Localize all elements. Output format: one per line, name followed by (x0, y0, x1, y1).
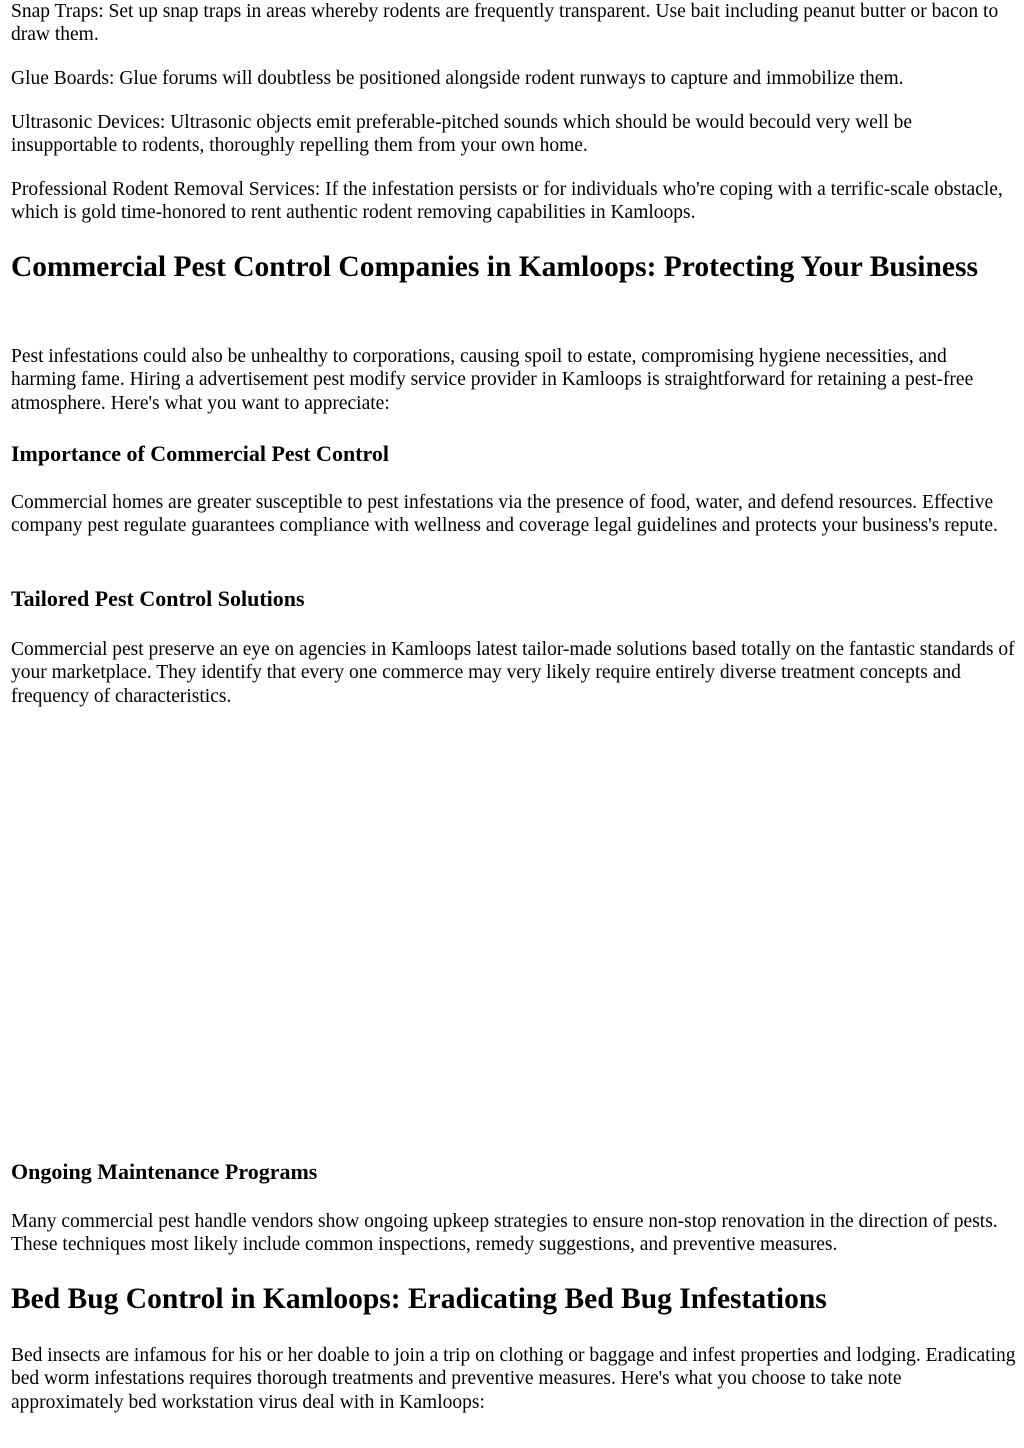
paragraph-ongoing-maintenance: Many commercial pest handle vendors show ongoing upkeep strategies to ensure non-stop renovation in the direction of pests. These techniques most likely include common inspections, remedy suggestions, and preventive measures. (11, 1211, 998, 1256)
paragraph-bed-bug-intro: Bed insects are infamous for his or her doable to join a trip on clothing or baggage and infest properties and lodging. Eradicating bed worm infestations requires thorough treatments and preventive measures. Here's what you choose to take note approximately bed workstation virus deal with in Kamloops: (11, 1345, 1016, 1413)
heading-ongoing-maintenance: Ongoing Maintenance Programs (11, 1159, 318, 1184)
paragraph-snap-traps: Snap Traps: Set up snap traps in areas whereby rodents are frequently transparent. Use bait including peanut butter or bacon to draw them. (11, 1, 999, 46)
heading-bed-bug-control: Bed Bug Control in Kamloops: Eradicating Bed Bug Infestations (11, 1283, 827, 1315)
paragraph-importance: Commercial homes are greater susceptible to pest infestations via the presence of food, water, and defend resources. Effective company pest regulate guarantees compliance with wellness and coverage legal guidelines and protects your business's repute. (11, 492, 998, 537)
heading-importance: Importance of Commercial Pest Control (11, 441, 389, 466)
paragraph-glue-boards: Glue Boards: Glue forums will doubtless be positioned alongside rodent runways to capture and immobilize them. (11, 68, 904, 89)
paragraph-commercial-intro: Pest infestations could also be unhealthy to corporations, causing spoil to estate, compromising hygiene necessities, and harming fame. Hiring a advertisement pest modify service provider in Kamloops is straightforward for retaining a pest-free atmosphere. Here's what you want to appreciate: (11, 346, 974, 414)
paragraph-tailored-solutions: Commercial pest preserve an eye on agencies in Kamloops latest tailor-made solutions based totally on the fantastic standards of your marketplace. They identify that every one commerce may very likely require entirely diverse treatment concepts and frequency of characteristics. (11, 639, 1015, 707)
heading-commercial-pest-control: Commercial Pest Control Companies in Kamloops: Protecting Your Business (11, 251, 978, 283)
paragraph-professional-removal: Professional Rodent Removal Services: If the infestation persists or for individuals who're coping with a terrific-scale obstacle, which is gold time-honored to rent authentic rodent removing capabilities in Kamloops. (11, 179, 1003, 224)
blank-embed-area (11, 720, 1016, 1150)
heading-tailored-solutions: Tailored Pest Control Solutions (11, 586, 305, 611)
paragraph-ultrasonic-devices: Ultrasonic Devices: Ultrasonic objects emit preferable-pitched sounds which should be would becould very well be insupportable to rodents, thoroughly repelling them from your own home. (11, 112, 913, 157)
